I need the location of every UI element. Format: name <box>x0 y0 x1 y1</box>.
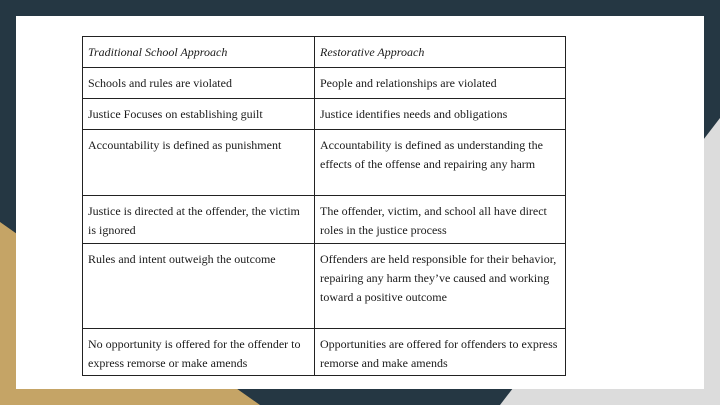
traditional-cell: Justice is directed at the offender, the victim is ignored <box>83 196 315 244</box>
traditional-cell: Rules and intent outweigh the outcome <box>83 244 315 329</box>
slide-panel <box>16 16 704 389</box>
table-row <box>83 244 566 329</box>
table-row <box>83 130 566 196</box>
table-header-row <box>83 37 566 68</box>
traditional-cell: Justice Focuses on establishing guilt <box>83 99 315 130</box>
header-traditional: Traditional School Approach <box>83 37 315 68</box>
restorative-cell: Accountability is defined as understanding the effects of the offense and repairing any harm <box>315 130 566 196</box>
restorative-cell: The offender, victim, and school all have direct roles in the justice process <box>315 196 566 244</box>
restorative-cell: People and relationships are violated <box>315 68 566 99</box>
table-row <box>83 68 566 99</box>
header-restorative: Restorative Approach <box>315 37 566 68</box>
table-row <box>83 196 566 244</box>
comparison-table <box>82 36 566 376</box>
table-row <box>83 329 566 376</box>
traditional-cell: No opportunity is offered for the offender to express remorse or make amends <box>83 329 315 376</box>
traditional-cell: Schools and rules are violated <box>83 68 315 99</box>
restorative-cell: Justice identifies needs and obligations <box>315 99 566 130</box>
restorative-cell: Offenders are held responsible for their behavior, repairing any harm they’ve caused and working toward a positive outcome <box>315 244 566 329</box>
traditional-cell: Accountability is defined as punishment <box>83 130 315 196</box>
restorative-cell: Opportunities are offered for offenders to express remorse and make amends <box>315 329 566 376</box>
table-row <box>83 99 566 130</box>
